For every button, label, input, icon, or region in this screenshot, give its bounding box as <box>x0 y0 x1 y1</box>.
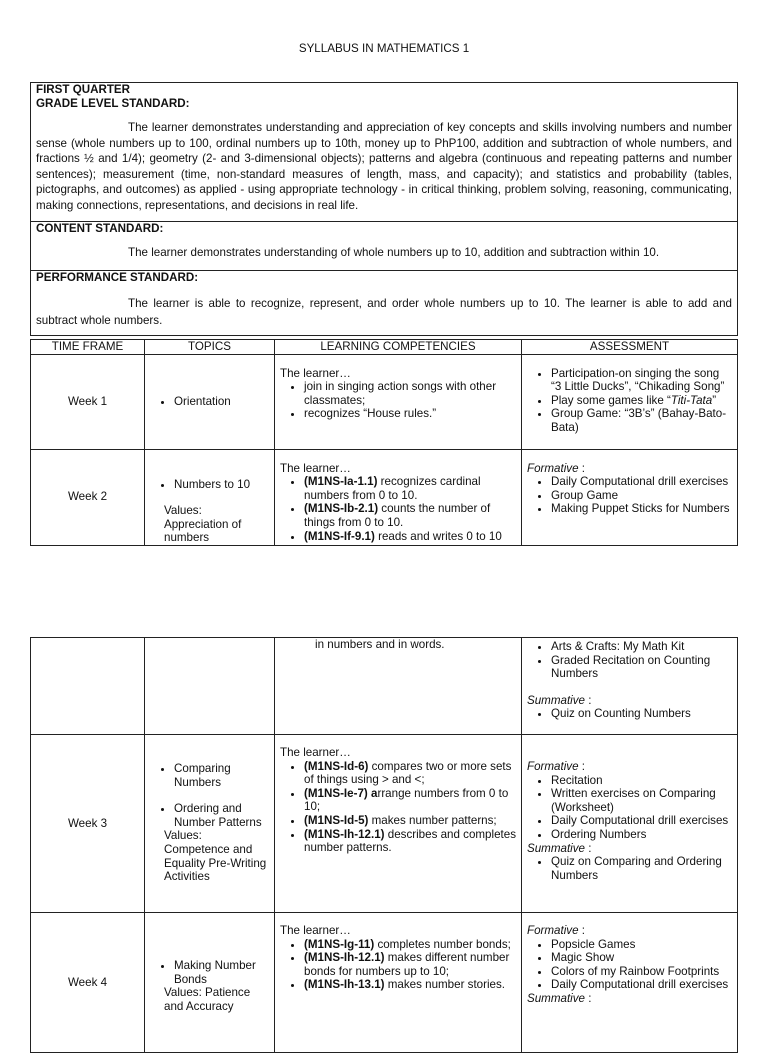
week2-topics <box>145 449 275 545</box>
week3-row <box>31 735 738 913</box>
week4-assessment <box>522 913 738 1053</box>
grade-level-standard-text: The learner demonstrates understanding and appreciation of key concepts and skills involving numbers and number sense (whole numbers up to 100, ordinal numbers up to 10th, money up to PhP100, addition and subtraction of whole numbers, and fractions ½ and 1/4); geometry (2- and 3-dimensional objects); patterns and algebra (continuous and repeating patterns and number sentences); measurement (time, non-standard measures of length, mass, and capacity); and statistics and probability (tables, pictographs, and outcomes) as applied - using appropriate technology - in critical thinking, problem solving, reasoning, communicating, making connections, representations, and decisions in real life. <box>36 121 732 212</box>
competency-item: • (M1NS-Id-5) makes number patterns; <box>304 814 516 828</box>
content-standard-text: The learner demonstrates understanding of whole numbers up to 10, addition and subtraction within 10. <box>128 245 660 259</box>
quarter-label: FIRST QUARTER <box>36 83 131 96</box>
week1-row <box>31 354 738 449</box>
week2-assessment <box>522 449 738 545</box>
assessment-item: • Group Game: “3B’s” (Bahay-Bato-Bata) <box>551 407 732 434</box>
competency-item: • (M1NS-Ie-7) arrange numbers from 0 to 10; <box>304 787 516 814</box>
competency-item: • (M1NS-Ih-13.1) makes number stories. <box>304 978 516 992</box>
performance-standard-cell <box>31 271 738 336</box>
column-header-row <box>31 340 738 355</box>
competency-item: • (M1NS-Ih-12.1) makes different number bonds for numbers up to 10; <box>304 951 516 978</box>
standards-table <box>30 82 738 336</box>
competency-item: • (M1NS-Ia-1.1) recognizes cardinal numbers from 0 to 10. <box>304 475 516 502</box>
week3-time-frame: Week 3 <box>31 735 145 913</box>
assessment-item: • Quiz on Counting Numbers <box>551 707 732 721</box>
learner-label: The learner… <box>280 746 351 759</box>
assessment-item: • Arts & Crafts: My Math Kit <box>551 640 732 654</box>
learner-label: The learner… <box>280 461 351 475</box>
week1-topics <box>145 354 275 449</box>
week3-topic: • Ordering and Number Patterns <box>174 802 269 829</box>
assessment-item: • Recitation <box>551 774 732 788</box>
assessment-item: • Ordering Numbers <box>551 828 732 842</box>
assessment-item: • Magic Show <box>551 951 732 965</box>
week2-continued-time-frame <box>31 638 145 735</box>
assessment-item: • Group Game <box>551 489 732 503</box>
summative-label: Summative : <box>527 991 592 1005</box>
week2-topic: • Numbers to 10 <box>174 478 269 492</box>
week4-time-frame: Week 4 <box>31 913 145 1053</box>
week2-time-frame: Week 2 <box>31 449 145 545</box>
content-standard-label: CONTENT STANDARD: <box>36 222 164 235</box>
week2-continued-competencies <box>275 638 522 735</box>
week4-topics <box>145 913 275 1053</box>
week1-topic: • Orientation <box>174 395 269 409</box>
content-standard-cell <box>31 222 738 271</box>
week4-values: Values: Patience and Accuracy <box>164 986 251 1013</box>
assessment-item: • Daily Computational drill exercises <box>551 978 732 992</box>
assessment-item: • Quiz on Comparing and Ordering Numbers <box>551 855 732 882</box>
formative-label: Formative : <box>527 461 585 475</box>
column-header-assessment: ASSESSMENT <box>522 340 738 355</box>
week1-competencies <box>275 354 522 449</box>
week2-continued-assessment <box>522 638 738 735</box>
week3-values: Competence and Equality Pre-Writing Activities <box>164 842 267 884</box>
learner-label: The learner… <box>280 924 351 937</box>
assessment-item: • Daily Computational drill exercises <box>551 475 732 489</box>
week2-values-label: Values: <box>164 504 202 518</box>
week2-continued-row <box>31 638 738 735</box>
week3-assessment <box>522 735 738 913</box>
grade-level-standard-cell <box>31 83 738 222</box>
week3-topics <box>145 735 275 913</box>
summative-label: Summative : <box>527 841 592 855</box>
competency-item: • (M1NS-Ib-2.1) counts the number of things from 0 to 10. <box>304 502 516 529</box>
assessment-item: • Making Puppet Sticks for Numbers <box>551 502 732 516</box>
competency-item: • (M1NS-Id-6) compares two or more sets of things using > and <; <box>304 760 516 787</box>
week4-row <box>31 913 738 1053</box>
summative-label: Summative : <box>527 693 592 707</box>
performance-standard-text: The learner is able to recognize, represent, and order whole numbers up to 10. The learner is able to add and subtract whole numbers. <box>36 296 732 327</box>
syllabus-table-page1 <box>30 339 738 546</box>
formative-label: Formative : <box>527 760 585 773</box>
column-header-learning-competencies: LEARNING COMPETENCIES <box>275 340 522 355</box>
assessment-item: • Graded Recitation on Counting Numbers <box>551 654 732 681</box>
assessment-item: • Participation-on singing the song “3 Little Ducks”, “Chikading Song” <box>551 367 732 394</box>
week3-topic: • Comparing Numbers <box>174 762 269 789</box>
week1-assessment <box>522 354 738 449</box>
assessment-item: • Colors of my Rainbow Footprints <box>551 965 732 979</box>
assessment-item: • Daily Computational drill exercises <box>551 814 732 828</box>
week1-time-frame: Week 1 <box>31 354 145 449</box>
competency-continuation: in numbers and in words. <box>315 638 445 651</box>
learner-label: The learner… <box>280 366 351 380</box>
competency-item: • (M1NS-If-9.1) reads and writes 0 to 10 <box>304 530 516 544</box>
competency-item: • (M1NS-Ig-11) completes number bonds; <box>304 938 516 952</box>
week2-continued-topics <box>145 638 275 735</box>
syllabus-table-page2 <box>30 637 738 1053</box>
column-header-topics: TOPICS <box>145 340 275 355</box>
week3-values-label: Values: <box>164 829 202 843</box>
assessment-item: • Written exercises on Comparing (Worksheet) <box>551 787 732 814</box>
week2-row <box>31 449 738 545</box>
week2-competencies <box>275 449 522 545</box>
competency-item: • recognizes “House rules.” <box>304 407 516 421</box>
week4-topic: • Making Number Bonds <box>174 959 269 986</box>
document-title: SYLLABUS IN MATHEMATICS 1 <box>298 42 470 55</box>
assessment-item: • Play some games like “Titi-Tata” <box>551 394 732 408</box>
competency-item: • join in singing action songs with other classmates; <box>304 380 516 407</box>
assessment-item: • Popsicle Games <box>551 938 732 952</box>
performance-standard-label: PERFORMANCE STANDARD: <box>36 271 199 284</box>
week4-competencies <box>275 913 522 1053</box>
week2-values: Appreciation of numbers <box>164 517 242 545</box>
competency-item: • (M1NS-Ih-12.1) describes and completes number patterns. <box>304 828 516 855</box>
formative-label: Formative : <box>527 924 585 937</box>
grade-level-standard-label: GRADE LEVEL STANDARD: <box>36 96 190 110</box>
week3-competencies <box>275 735 522 913</box>
column-header-time-frame: TIME FRAME <box>31 340 145 355</box>
